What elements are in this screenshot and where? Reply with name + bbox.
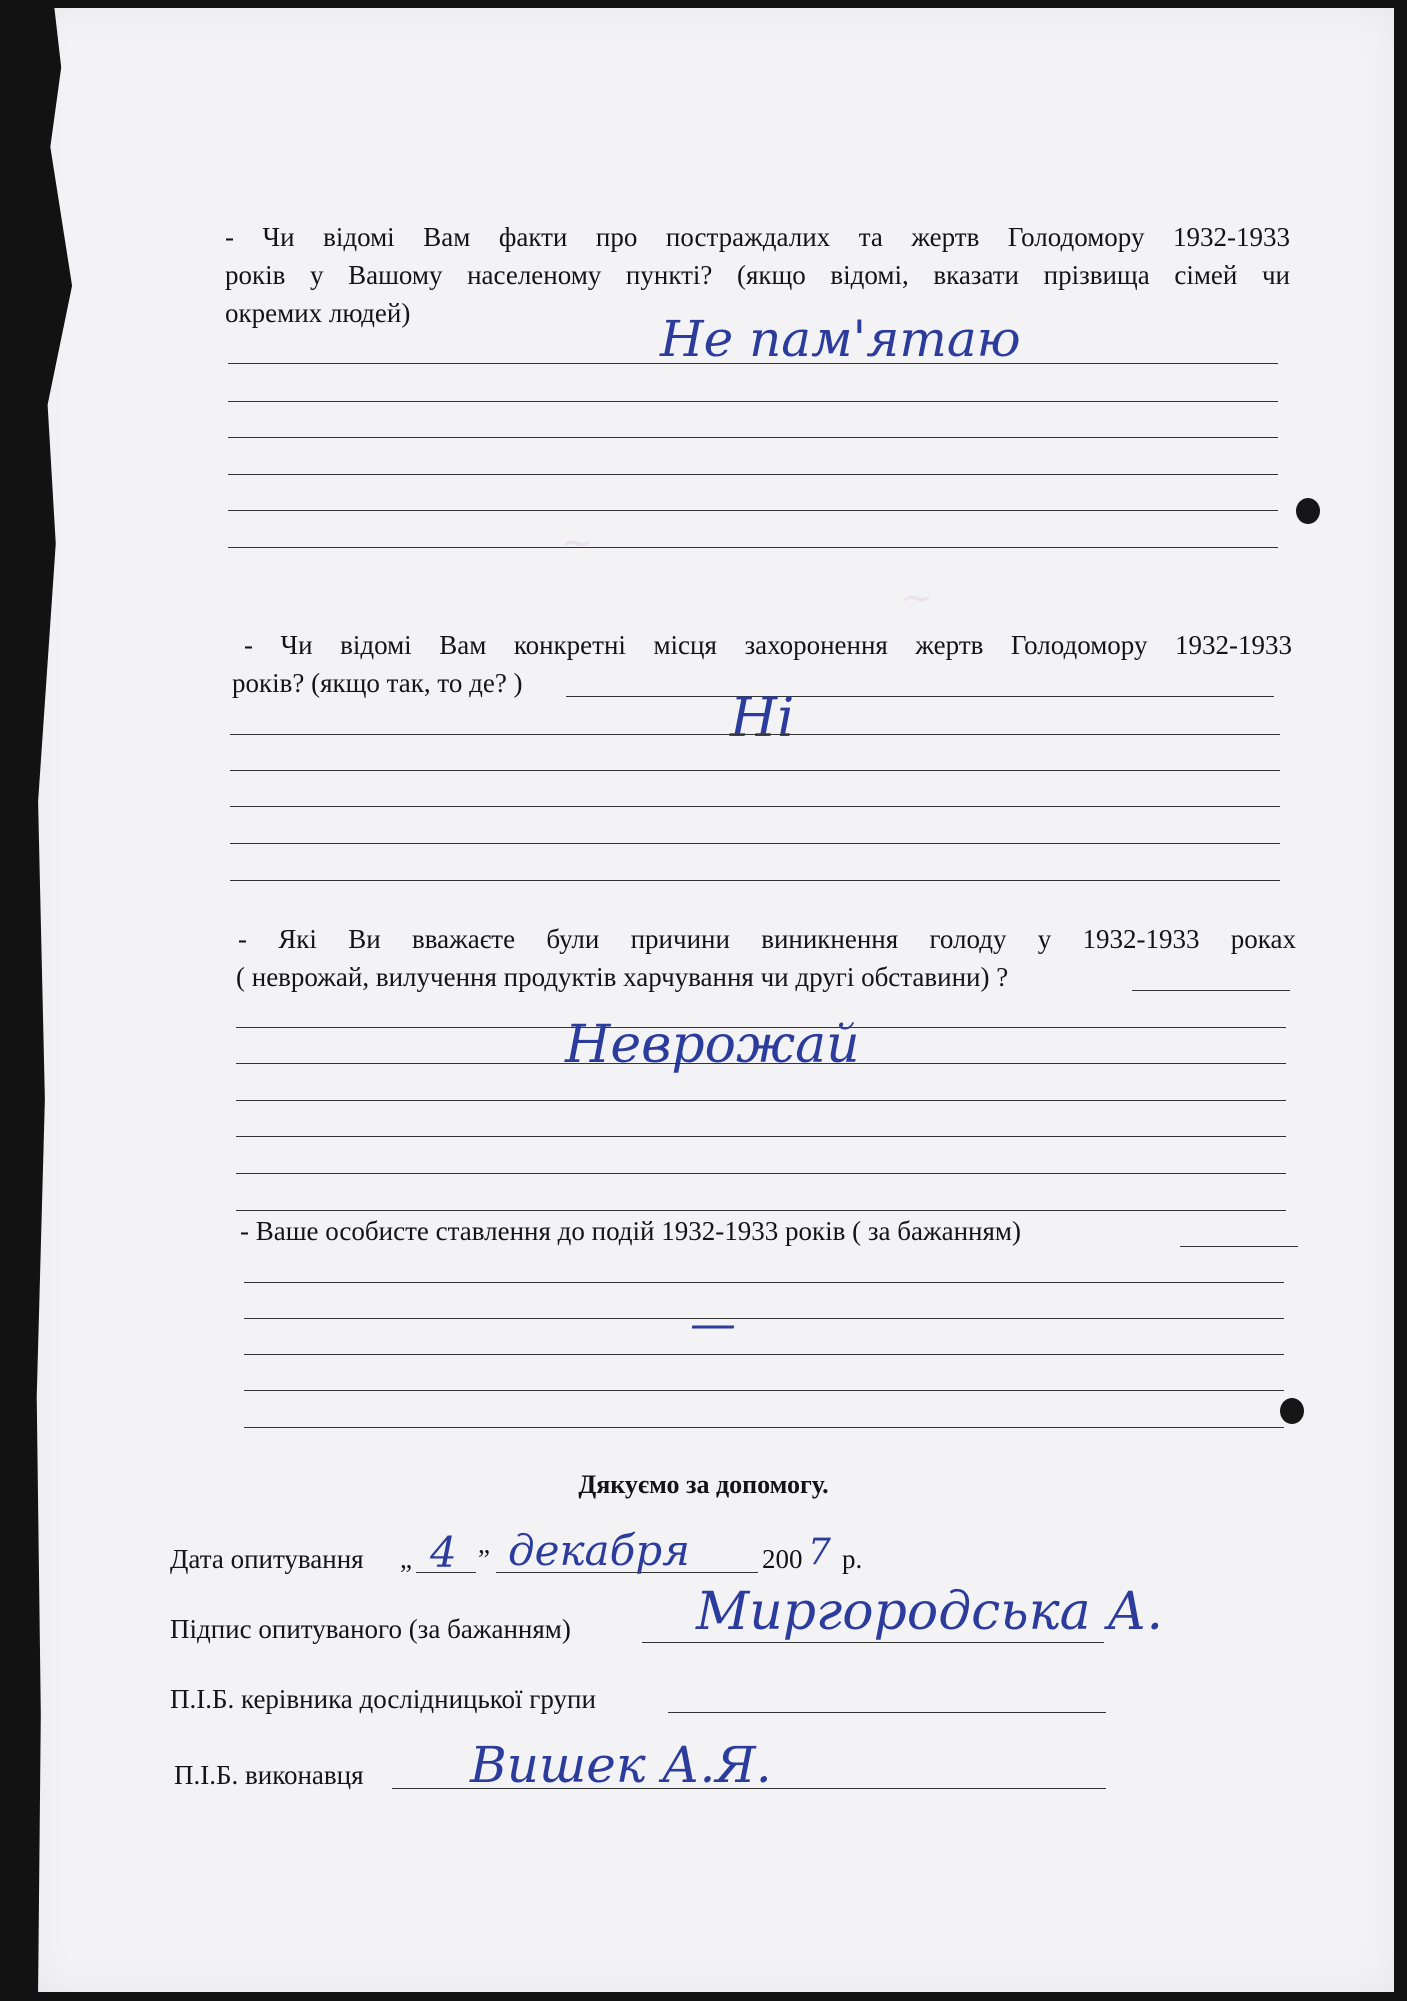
answer-line [228, 363, 1278, 364]
question-4-line-1: - Ваше особисте ставлення до подій 1932-1933 років ( за бажанням) [240, 1216, 1021, 1246]
thanks-heading: Дякуємо за допомогу. [578, 1470, 829, 1499]
respondent-signature-label: Підпис опитуваного (за бажанням) [170, 1614, 571, 1644]
question-2-line-2: років? (якщо так, то де? ) [232, 668, 523, 698]
survey-date-month: декабря [508, 1526, 690, 1575]
respondent-signature: Миргородська А. [696, 1582, 1164, 1642]
executor-label: П.І.Б. виконавця [174, 1760, 364, 1790]
answer-line [244, 1427, 1284, 1428]
answer-line [244, 1390, 1284, 1391]
survey-date-close-quote: ” [478, 1544, 490, 1574]
survey-date-year-digit: 7 [808, 1532, 831, 1573]
survey-date-year-prefix: 200 [762, 1544, 803, 1574]
answer-line [228, 401, 1278, 402]
answer-4-handwriting: — [690, 1296, 736, 1350]
answer-line [244, 1354, 1284, 1355]
signature-line [642, 1642, 1104, 1643]
question-1-line-2: років у Вашому населеному пункті? (якщо відомі, вказати прізвища сімей чи [225, 260, 1290, 290]
survey-date-day: 4 [430, 1528, 457, 1577]
group-leader-line [668, 1712, 1106, 1713]
answer-line [230, 880, 1280, 881]
show-through-mark: ~ [560, 520, 594, 566]
answer-line [566, 696, 1274, 697]
answer-line [236, 1136, 1286, 1137]
group-leader-label: П.І.Б. керівника дослідницької групи [170, 1684, 596, 1714]
question-3-line-1: - Які Ви вважаєте були причини виникнення голоду у 1932-1933 роках [238, 924, 1296, 954]
answer-line [230, 734, 1280, 735]
executor-signature: Вишек А.Я. [470, 1736, 772, 1794]
answer-line [230, 806, 1280, 807]
answer-1-handwriting: Не пам'ятаю [660, 310, 1021, 368]
answer-line [1132, 990, 1290, 991]
answer-line [230, 843, 1280, 844]
survey-date-open-quote: „ [400, 1544, 412, 1574]
answer-3-handwriting: Неврожай [565, 1015, 860, 1075]
question-3-line-2: ( неврожай, вилучення продуктів харчування чи другі обставини) ? [236, 962, 1009, 992]
survey-date-year-suffix: р. [842, 1544, 863, 1574]
answer-line [228, 547, 1278, 548]
answer-line [236, 1100, 1286, 1101]
answer-line [1180, 1246, 1298, 1247]
answer-line [236, 1210, 1286, 1211]
punch-hole [1280, 1398, 1304, 1424]
answer-line [228, 474, 1278, 475]
answer-2-handwriting: Ні [730, 686, 795, 749]
answer-line [228, 437, 1278, 438]
answer-line [230, 770, 1280, 771]
show-through-mark: ~ [900, 575, 934, 621]
survey-date-label: Дата опитування [170, 1544, 364, 1574]
question-1-line-1: - Чи відомі Вам факти про постраждалих та жертв Голодомору 1932-1933 [225, 222, 1290, 252]
answer-line [236, 1063, 1286, 1064]
punch-hole [1296, 498, 1320, 524]
answer-line [236, 1173, 1286, 1174]
answer-line [244, 1318, 1284, 1319]
question-2-line-1: - Чи відомі Вам конкретні місця захоронення жертв Голодомору 1932-1933 [244, 630, 1292, 660]
question-1-line-3: окремих людей) [225, 298, 411, 328]
answer-line [228, 510, 1278, 511]
answer-line [244, 1282, 1284, 1283]
